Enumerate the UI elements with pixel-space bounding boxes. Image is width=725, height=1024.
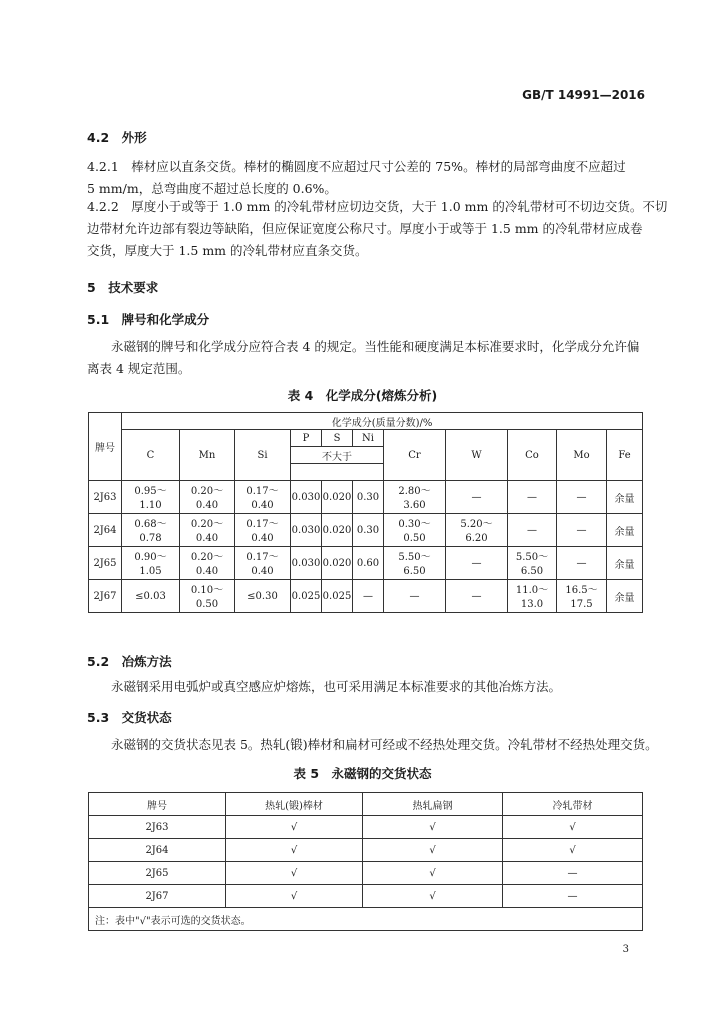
- cell-co-min: 11.0～: [508, 580, 557, 597]
- delivery-state-cell: —: [503, 862, 643, 885]
- grade-cell: 2J64: [89, 839, 226, 862]
- delivery-state-cell: √: [226, 816, 363, 839]
- col-header-ni: Ni: [353, 430, 384, 447]
- cell-mn-min: 0.10～: [180, 580, 235, 597]
- clause-line: 4.2.2 厚度小于或等于 1.0 mm 的冷轧带材应切边交货，大于 1.0 mm 的冷轧带材可不切边交货。不切: [87, 199, 668, 214]
- cell-si-max: 0.40: [235, 497, 291, 514]
- t5-header-cold-rolled-strip: 冷轧带材: [503, 793, 643, 816]
- standard-number: GB/T 14991—2016: [522, 88, 645, 102]
- clause-line: 永磁钢的牌号和化学成分应符合表 4 的规定。当性能和硬度满足本标准要求时，化学成分允许偏: [111, 339, 640, 354]
- col-header-p: P: [291, 430, 322, 447]
- cell-si-max: 0.40: [235, 563, 291, 580]
- cell-co-max: 13.0: [508, 596, 557, 613]
- clause-line: 交货，厚度大于 1.5 mm 的冷轧带材应直条交货。: [87, 243, 368, 258]
- cell-p: 0.025: [291, 580, 322, 613]
- section-5-1-title: 5.1 牌号和化学成分: [87, 312, 210, 327]
- cell-mn-max: 0.40: [180, 530, 235, 547]
- col-header-co: Co: [508, 430, 557, 481]
- cell-cr-min: 2.80～: [384, 481, 446, 498]
- table-5-header-row: [89, 793, 643, 816]
- delivery-state-cell: √: [226, 885, 363, 908]
- cell-si-min: 0.17～: [235, 514, 291, 531]
- table-row: [89, 547, 643, 564]
- cell-mn-max: 0.40: [180, 497, 235, 514]
- cell-fe: 余量: [607, 514, 643, 547]
- cell-cr-min: 5.50～: [384, 547, 446, 564]
- section-5-2-title: 5.2 冶炼方法: [87, 654, 172, 669]
- clause-4-2-1: [87, 156, 626, 200]
- cell-w: —: [446, 547, 508, 580]
- delivery-state-cell: —: [503, 885, 643, 908]
- section-5-title: 5 技术要求: [87, 280, 159, 295]
- col-header-fe: Fe: [607, 430, 643, 481]
- cell-mn-min: 0.20～: [180, 547, 235, 564]
- delivery-state-cell: √: [363, 839, 503, 862]
- table-row: [89, 862, 643, 885]
- cell-p: 0.030: [291, 481, 322, 514]
- not-greater-label: 不大于: [291, 447, 384, 464]
- delivery-state-cell: √: [503, 839, 643, 862]
- cell-mo: —: [557, 481, 607, 514]
- table-5: [88, 792, 643, 931]
- cell-w-max: 6.20: [446, 530, 508, 547]
- cell-w: —: [446, 481, 508, 514]
- t5-header-grade: 牌号: [89, 793, 226, 816]
- section-4-2-title: 4.2 外形: [87, 130, 147, 145]
- clause-4-2-2: [87, 196, 667, 262]
- table-4-body: [89, 481, 643, 613]
- cell-si: ≤0.30: [235, 580, 291, 613]
- col-header-cr: Cr: [384, 430, 446, 481]
- cell-ni: 0.30: [353, 514, 384, 547]
- delivery-state-cell: √: [226, 839, 363, 862]
- clause-line: 5 mm/m，总弯曲度不超过总长度的 0.6%。: [87, 181, 337, 196]
- delivery-state-cell: √: [503, 816, 643, 839]
- clause-line: 边带材允许边部有裂边等缺陷，但应保证宽度公称尺寸。厚度小于或等于 1.5 mm 的冷轧带材应成卷: [87, 221, 643, 236]
- cell-c-min: 0.90～: [122, 547, 180, 564]
- cell-c-min: 0.95～: [122, 481, 180, 498]
- cell-ni: —: [353, 580, 384, 613]
- cell-mn-max: 0.50: [180, 596, 235, 613]
- cell-co-max: 6.50: [508, 563, 557, 580]
- delivery-state-cell: √: [363, 816, 503, 839]
- delivery-state-cell: √: [363, 862, 503, 885]
- table-row: [89, 839, 643, 862]
- cell-si-max: 0.40: [235, 530, 291, 547]
- cell-s: 0.025: [322, 580, 353, 613]
- cell-w: —: [446, 580, 508, 613]
- cell-fe: 余量: [607, 547, 643, 580]
- col-header-si: Si: [235, 430, 291, 481]
- section-5-3-title: 5.3 交货状态: [87, 710, 172, 725]
- grade-cell: 2J67: [89, 580, 122, 613]
- cell-mo: —: [557, 547, 607, 580]
- cell-mn-min: 0.20～: [180, 481, 235, 498]
- table-4-header-row: [89, 430, 643, 447]
- cell-mo-max: 17.5: [557, 596, 607, 613]
- cell-cr-min: 0.30～: [384, 514, 446, 531]
- clause-5-3-text: 永磁钢的交货状态见表 5。热轧(锻)棒材和扁材可经或不经热处理交货。冷轧带材不经热处理交货。: [111, 737, 658, 752]
- table-4-caption: 表 4 化学成分(熔炼分析): [287, 388, 438, 403]
- clause-line: 离表 4 规定范围。: [87, 361, 191, 376]
- table-4: [88, 412, 643, 613]
- grade-cell: 2J67: [89, 885, 226, 908]
- cell-ni: 0.30: [353, 481, 384, 514]
- cell-mo-min: 16.5～: [557, 580, 607, 597]
- col-header-w: W: [446, 430, 508, 481]
- table-5-caption: 表 5 永磁钢的交货状态: [293, 766, 432, 781]
- col-header-mo: Mo: [557, 430, 607, 481]
- cell-co-min: 5.50～: [508, 547, 557, 564]
- table-5-note-row: [89, 908, 643, 931]
- delivery-state-cell: √: [226, 862, 363, 885]
- cell-mo: —: [557, 514, 607, 547]
- table-row: [89, 885, 643, 908]
- cell-si-min: 0.17～: [235, 481, 291, 498]
- cell-fe: 余量: [607, 481, 643, 514]
- t5-header-hot-rolled-bar: 热轧(锻)棒材: [226, 793, 363, 816]
- cell-c: ≤0.03: [122, 580, 180, 613]
- table-row: [89, 481, 643, 498]
- cell-c-max: 1.05: [122, 563, 180, 580]
- table-row: [89, 816, 643, 839]
- grade-cell: 2J65: [89, 862, 226, 885]
- cell-c-min: 0.68～: [122, 514, 180, 531]
- cell-w-min: 5.20～: [446, 514, 508, 531]
- cell-co: —: [508, 481, 557, 514]
- table-5-body: [89, 816, 643, 908]
- grade-header: 牌号: [89, 413, 122, 481]
- clause-5-2-text: 永磁钢采用电弧炉或真空感应炉熔炼，也可采用满足本标准要求的其他冶炼方法。: [111, 679, 562, 694]
- cell-s: 0.020: [322, 481, 353, 514]
- table-4-header-row: [89, 413, 643, 430]
- cell-s: 0.020: [322, 514, 353, 547]
- grade-cell: 2J64: [89, 514, 122, 547]
- cell-cr-max: 6.50: [384, 563, 446, 580]
- cell-p: 0.030: [291, 514, 322, 547]
- cell-c-max: 0.78: [122, 530, 180, 547]
- cell-co: —: [508, 514, 557, 547]
- cell-s: 0.020: [322, 547, 353, 580]
- cell-c-max: 1.10: [122, 497, 180, 514]
- cell-p: 0.030: [291, 547, 322, 580]
- clause-5-1-text: [87, 336, 639, 380]
- header-filler: [291, 464, 384, 481]
- composition-group-header: 化学成分(质量分数)/%: [122, 413, 643, 430]
- col-header-s: S: [322, 430, 353, 447]
- col-header-c: C: [122, 430, 180, 481]
- cell-cr: —: [384, 580, 446, 613]
- cell-mn-max: 0.40: [180, 563, 235, 580]
- cell-cr-max: 3.60: [384, 497, 446, 514]
- table-5-note: 注：表中"√"表示可选的交货状态。: [89, 908, 643, 931]
- table-row: [89, 514, 643, 531]
- grade-cell: 2J65: [89, 547, 122, 580]
- page-number: 3: [622, 944, 629, 955]
- clause-line: 4.2.1 棒材应以直条交货。棒材的椭圆度不应超过尺寸公差的 75%。棒材的局部弯曲度不应超过: [87, 159, 626, 174]
- table-row: [89, 580, 643, 597]
- cell-mn-min: 0.20～: [180, 514, 235, 531]
- col-header-mn: Mn: [180, 430, 235, 481]
- cell-cr-max: 0.50: [384, 530, 446, 547]
- t5-header-hot-rolled-flat: 热轧扁钢: [363, 793, 503, 816]
- cell-ni: 0.60: [353, 547, 384, 580]
- cell-fe: 余量: [607, 580, 643, 613]
- grade-cell: 2J63: [89, 481, 122, 514]
- delivery-state-cell: √: [363, 885, 503, 908]
- grade-cell: 2J63: [89, 816, 226, 839]
- cell-si-min: 0.17～: [235, 547, 291, 564]
